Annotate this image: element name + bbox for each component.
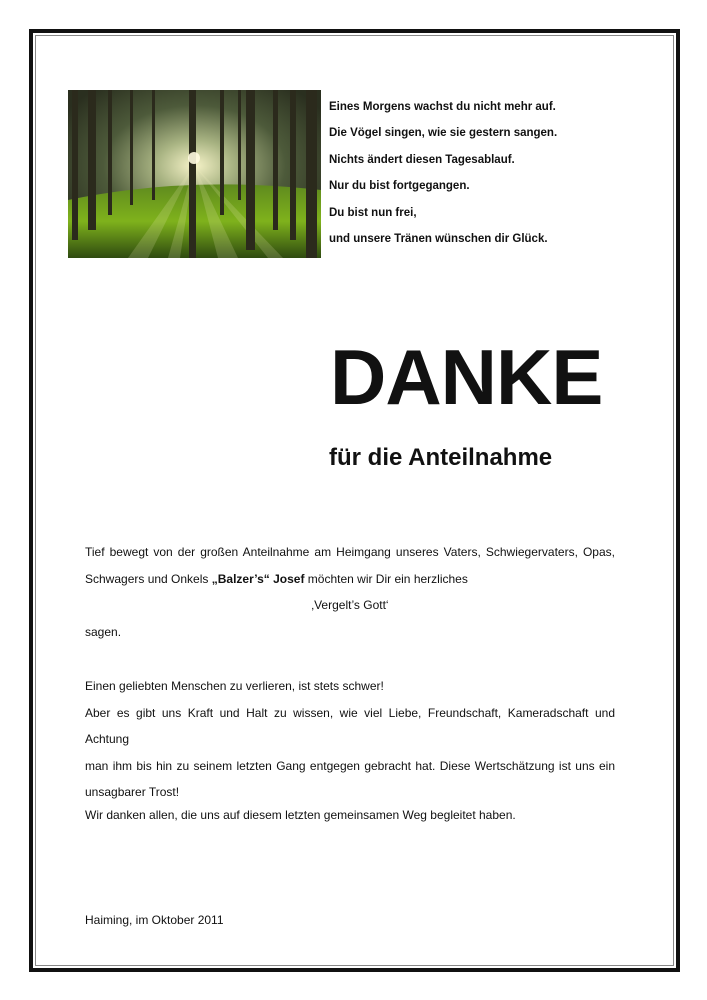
paragraph-comfort [85, 673, 615, 806]
subtitle: für die Anteilnahme [329, 444, 553, 471]
text-run: möchten wir Dir ein herzliches [304, 571, 468, 586]
paragraph-line [85, 566, 615, 593]
paragraph-line: sagen. [85, 624, 122, 639]
text-run: Schwagers und Onkels [85, 571, 212, 586]
paragraph-line: unsagbarer Trost! [85, 785, 180, 799]
poem-line: und unsere Tränen wünschen dir Glück. [329, 233, 548, 246]
forest-photo [68, 90, 321, 258]
paragraph-thanks [85, 539, 615, 645]
paragraph-line: Aber es gibt uns Kraft und Halt zu wissen, wie viel Liebe, Freundschaft, Kameradschaft und Achtung [85, 705, 615, 746]
poem-line: Du bist nun frei, [329, 206, 417, 219]
forest-image [68, 90, 321, 258]
poem-line: Nichts ändert diesen Tagesablauf. [329, 153, 515, 166]
poem-line: Eines Morgens wachst du nicht mehr auf. [329, 101, 556, 113]
poem-line: Die Vögel singen, wie sie gestern sangen. [329, 127, 558, 140]
paragraph-closing: Wir danken allen, die uns auf diesem letzten gemeinsamen Weg begleitet haben. [85, 808, 516, 822]
paragraph-line: Einen geliebten Menschen zu verlieren, ist stets schwer! [85, 679, 384, 693]
deceased-name: „Balzer’s“ Josef [211, 571, 305, 586]
paragraph-line: man ihm bis hin zu seinem letzten Gang entgegen gebracht hat. Diese Wertschätzung ist uns ein [85, 758, 615, 773]
vergelts-gott: ‚Vergelt’s Gott‘ [311, 598, 389, 612]
place-date: Haiming, im Oktober 2011 [85, 913, 224, 927]
poem [329, 94, 629, 252]
title-danke: DANKE [330, 333, 603, 421]
paragraph-line: Tief bewegt von der großen Anteilnahme am Heimgang unseres Vaters, Schwiegervaters, Opas, [85, 545, 615, 559]
poem-line: Nur du bist fortgegangen. [329, 180, 470, 193]
